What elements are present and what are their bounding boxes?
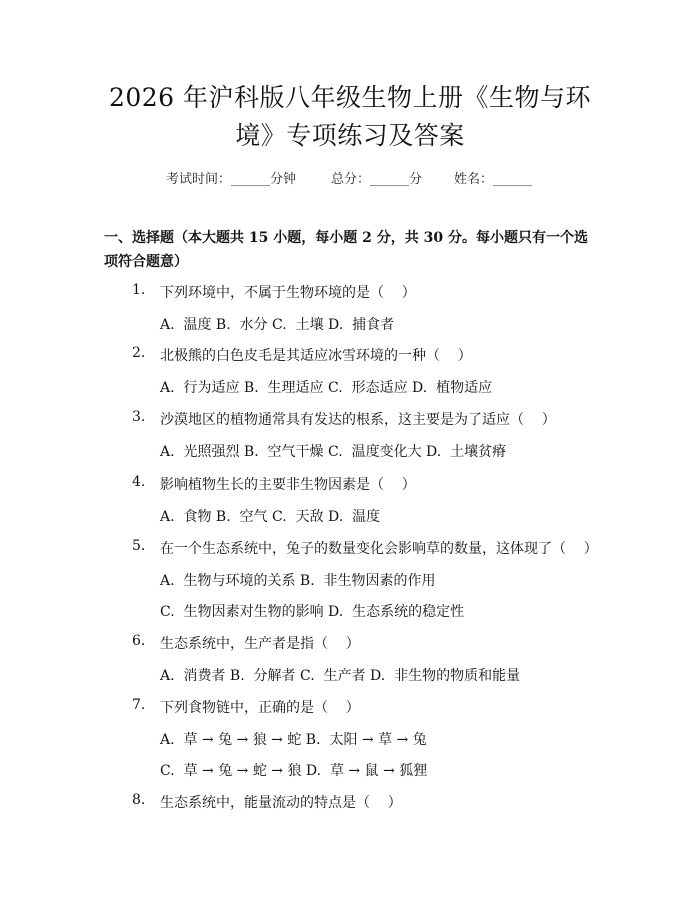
question-options: A. 行为适应 B. 生理适应 C. 形态适应 D. 植物适应 [160, 380, 493, 396]
question-number: 2. [132, 345, 146, 361]
question-options: A. 温度 B. 水分 C. 土壤 D. 捕食者 [160, 317, 395, 333]
question-number: 8. [132, 792, 146, 808]
question-number: 7. [132, 697, 146, 713]
question-number: 3. [132, 409, 146, 425]
question-options: C. 生物因素对生物的影响 D. 生态系统的稳定性 [160, 604, 465, 620]
student-name-field: 姓名：______ [454, 172, 533, 187]
question-stem: 生态系统中，能量流动的特点是（ ） [160, 795, 402, 811]
question-stem: 在一个生态系统中，兔子的数量变化会影响草的数量，这体现了（ ） [160, 541, 598, 557]
page-title-line-2: 境》专项练习及答案 [235, 121, 465, 150]
question-stem: 生态系统中，生产者是指（ ） [160, 636, 360, 652]
question-options: A. 草 → 兔 → 狼 → 蛇 B. 太阳 → 草 → 兔 [160, 732, 427, 748]
exam-time-field: 考试时间：______分钟 [166, 172, 297, 187]
question-number: 4. [132, 474, 146, 490]
question-stem: 北极熊的白色皮毛是其适应冰雪环境的一种（ ） [160, 348, 472, 364]
question-stem: 下列食物链中，正确的是（ ） [160, 700, 360, 716]
question-options: A. 生物与环境的关系 B. 非生物因素的作用 [160, 573, 436, 589]
page-title-line-1: 2026 年沪科版八年级生物上册《生物与环 [108, 83, 592, 112]
question-options: C. 草 → 兔 → 蛇 → 狼 D. 草 → 鼠 → 狐狸 [160, 763, 428, 779]
section-heading: 一、选择题（本大题共 15 小题，每小题 2 分，共 30 分。每小题只有一个选项符合题意） [104, 230, 588, 270]
question-options: A. 消费者 B. 分解者 C. 生产者 D. 非生物的物质和能量 [160, 668, 521, 684]
question-options: A. 食物 B. 空气 C. 天敌 D. 温度 [160, 509, 381, 525]
total-score-field: 总分：______分 [331, 172, 423, 187]
question-number: 5. [132, 538, 146, 554]
question-stem: 影响植物生长的主要非生物因素是（ ） [160, 477, 416, 493]
question-stem: 下列环境中，不属于生物环境的是（ ） [160, 285, 416, 301]
question-number: 6. [132, 633, 146, 649]
question-number: 1. [132, 282, 146, 298]
question-stem: 沙漠地区的植物通常具有发达的根系，这主要是为了适应（ ） [160, 412, 556, 428]
question-options: A. 光照强烈 B. 空气干燥 C. 温度变化大 D. 土壤贫瘠 [160, 444, 507, 460]
